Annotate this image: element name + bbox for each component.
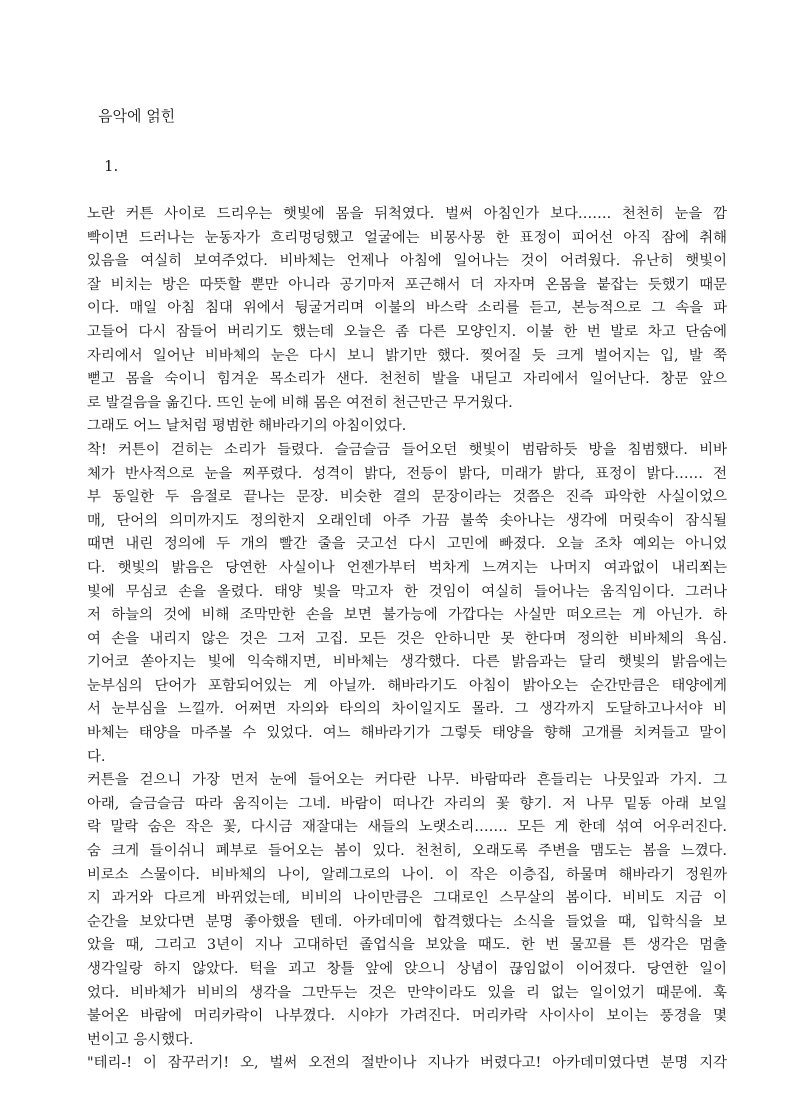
text-line: 여 손을 내리지 않은 것은 그저 고집. 모든 것은 안하니만 못 한다며 정의한 비바체의 욕심.: [87, 630, 727, 647]
text-line: 있음을 여실히 보여주었다. 비바체는 언제나 아침에 일어나는 것이 어려웠다. 유난히 햇빛이: [87, 253, 727, 270]
text-line: 눈부심의 단어가 포함되어있는 게 아닐까. 해바라기도 아침이 밝아오는 순간만큼은 태양에게: [87, 677, 727, 694]
text-line: "테리-! 이 잠꾸러기! 오, 벌써 오전의 절반이나 지나가 버렸다고! 아카데미였다면 분명 지각: [87, 1055, 727, 1072]
text-line: 커튼을 걷으니 가장 먼저 눈에 들어오는 커다란 나무. 바람따라 흔들리는 나뭇잎과 가지. 그: [87, 772, 727, 789]
text-line: 고들어 다시 잠들어 버리기도 했는데 오늘은 좀 다른 모양인지. 이불 한 번 발로 차고 단숨에: [87, 323, 727, 340]
text-line: 숨 크게 들이쉬니 폐부로 들어오는 봄이 있다. 천천히, 오래도록 주변을 맴도는 봄을 느꼈다.: [87, 843, 727, 860]
text-line: 아래, 슬금슬금 따라 움직이는 그네. 바람이 떠나간 자리의 꽃 향기. 저 나무 밑동 아래 보일: [87, 795, 727, 812]
text-line: 락 말락 숨은 작은 꽃, 다시금 재잘대는 새들의 노랫소리……. 모든 게 한데 섞여 어우러진다.: [87, 819, 727, 836]
text-line: 빛에 무심코 손을 올렸다. 태양 빛을 막고자 한 것임이 여실히 들어나는 움직임이다. 그러나: [87, 583, 727, 600]
text-line: 지 과거와 다르게 바뀌었는데, 비비의 나이만큼은 그대로인 스무살의 봄이다. 비비도 지금 이: [87, 890, 727, 907]
text-line: 불어온 바람에 머리카락이 나부꼈다. 시야가 가려진다. 머리카락 사이사이 보이는 풍경을 몇: [87, 1008, 727, 1025]
document-body: [87, 203, 727, 1076]
text-line: 부 동일한 두 음절로 끝나는 문장. 비슷한 결의 문장이라는 것쯤은 진즉 파악한 사실이었으: [87, 489, 727, 506]
text-line: 이다. 매일 아침 침대 위에서 뒹굴거리며 이불의 바스락 소리를 듣고, 본능적으로 그 속을 파: [87, 300, 727, 317]
text-line: 그래도 어느 날처럼 평범한 해바라기의 아침이었다.: [87, 418, 407, 435]
text-line: 로 발걸음을 옮긴다. 뜨인 눈에 비해 몸은 여전히 천근만근 무거웠다.: [87, 394, 513, 411]
text-line: 다.: [87, 748, 106, 765]
text-line: 뻗고 몸을 숙이니 힘겨운 목소리가 샌다. 천천히 발을 내딛고 자리에서 일어난다. 창문 앞으: [87, 371, 727, 388]
text-line: 비로소 스물이다. 비바체의 나이, 알레그로의 나이. 이 작은 이층집, 하물며 해바라기 정원까: [87, 866, 727, 883]
text-line: 생각일랑 하지 않았다. 턱을 괴고 창틀 앞에 앉으니 상념이 끊임없이 이어졌다. 당연한 일이: [87, 961, 727, 977]
text-line: 노란 커튼 사이로 드리우는 햇빛에 몸을 뒤척였다. 벌써 아침인가 보다……. 천천히 눈을 깜: [87, 206, 727, 222]
text-line: 서 눈부심을 느낄까. 어쩌면 자의와 타의의 차이일지도 몰라. 그 생각까지 도달하고나서야 비: [87, 701, 727, 718]
text-line: 었다. 비바체가 비비의 생각을 그만두는 것은 만약이라도 있을 리 없는 일이었기 때문에. 훅: [87, 984, 727, 1001]
text-line: 때면 내린 정의에 두 개의 빨간 줄을 긋고선 다시 고민에 빠졌다. 오늘 조차 예외는 아니었: [87, 536, 727, 553]
text-line: 매, 단어의 의미까지도 정의한지 오래인데 아주 가끔 불쑥 솟아나는 생각에 머릿속이 잠식될: [87, 512, 727, 529]
text-line: 았을 때, 그리고 3년이 지나 고대하던 졸업식을 보았을 때도. 한 번 물꼬를 튼 생각은 멈출: [87, 937, 727, 954]
document-title: 음악에 얽힌: [98, 107, 176, 125]
chapter-number: 1.: [104, 157, 119, 175]
text-line: 빡이면 드러나는 눈동자가 흐리멍덩했고 얼굴에는 비몽사몽 한 표정이 피어선 아직 잠에 취해: [87, 229, 727, 246]
text-line: 기어코 쏟아지는 빛에 익숙해지면, 비바체는 생각했다. 다른 밝음과는 달리 햇빛의 밝음에는: [87, 654, 727, 671]
text-line: 잘 비치는 방은 따뜻할 뿐만 아니라 공기마저 포근해서 더 자자며 온몸을 붙잡는 듯했기 때문: [87, 276, 727, 293]
text-line: 자리에서 일어난 비바체의 눈은 다시 보니 밝기만 했다. 찢어질 듯 크게 벌어지는 입, 발 쭉: [87, 347, 727, 364]
text-line: 순간을 보았다면 분명 좋아했을 텐데. 아카데미에 합격했다는 소식을 들었을 때, 입학식을 보: [87, 913, 727, 930]
text-line: 다. 햇빛의 밝음은 당연한 사실이나 언젠가부터 벅차게 느껴지는 나머지 여과없이 내리쬐는: [87, 559, 727, 576]
text-line: 번이고 응시했다.: [87, 1031, 194, 1048]
text-line: 체가 반사적으로 눈을 찌푸렸다. 성격이 밝다, 전등이 밝다, 미래가 밝다, 표정이 밝다…… 전: [87, 465, 727, 482]
text-line: 착! 커튼이 걷히는 소리가 들렸다. 슬금슬금 들어오던 햇빛이 범람하듯 방을 침범했다. 비바: [87, 441, 727, 458]
text-line: 바체는 태양을 마주볼 수 있었다. 여느 해바라기가 그렇듯 태양을 향해 고개를 치켜들고 말이: [87, 725, 727, 742]
text-line: 저 하늘의 것에 비해 조막만한 손을 보면 불가능에 가깝다는 사실만 떠오르는 게 아닌가. 하: [87, 607, 727, 624]
